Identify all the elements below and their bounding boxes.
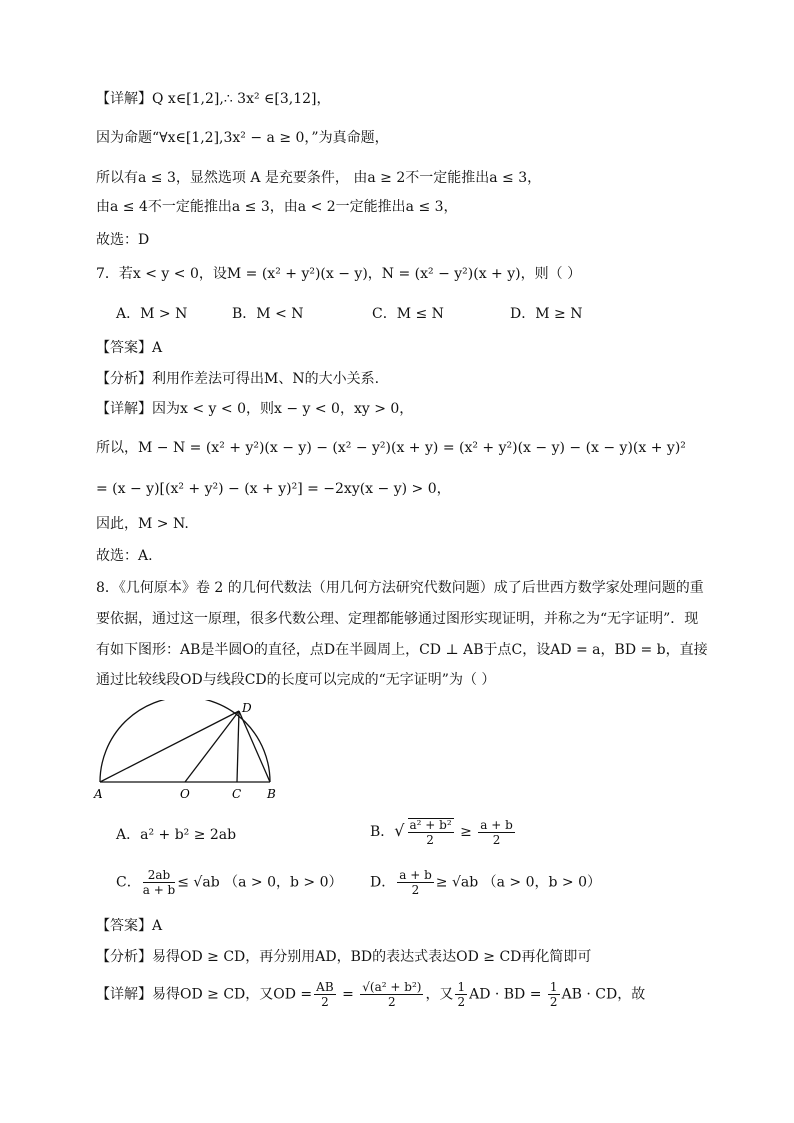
od-fraction-2 [360, 981, 423, 1008]
half-fraction-1-denominator: 2 [457, 995, 466, 1009]
od-fraction-2-denominator: 2 [388, 995, 396, 1009]
option-d-denominator: 2 [411, 883, 420, 897]
question-8-option-b: B．√ $\frac{\text{a² + b²}}{2}$ ≥ $\frac{a + b}{2}$ [370, 817, 513, 847]
option-b-denominator: 2 [426, 833, 434, 847]
question-8-paragraph-4: 通过比较线段OD与线段CD的长度可以完成的“无字证明”为（ ） [96, 672, 496, 688]
half-fraction-1-numerator: 1 [457, 980, 466, 994]
label-d: D [242, 701, 252, 715]
semicircle-figure [92, 700, 292, 804]
half-fraction-2 [548, 981, 560, 1008]
area-term-1: AD · BD = [469, 986, 542, 1003]
detail-line-3: 所以有a ≤ 3，显然选项 A 是充要条件， 由a ≥ 2不一定能推出a ≤ 3， [96, 170, 542, 186]
od-fraction-2-numerator: √(a² + b²) [362, 980, 422, 994]
question-8-paragraph-1: 8．《几何原本》卷 2 的几何代数法（用几何方法研究代数问题）成了后世西方数学家处理问题的重 [96, 580, 704, 596]
question-7-option-b: B．M < N [232, 306, 304, 322]
question-8-option-d [370, 869, 601, 896]
detail-line-2: 因为命题“∀x∈[1,2],3x² − a ≥ 0，”为真命题， [96, 130, 389, 146]
question-7-option-d: D．M ≥ N [510, 306, 583, 322]
option-d-rest: ≥ √ab （a > 0，b > 0） [435, 874, 602, 891]
od-fraction-1 [314, 981, 335, 1008]
question-7-step-1: 所以，M − N = (x² + y²)(x − y) − (x² − y²)(x + y) = (x² + y²)(x − y) − (x − y)(x + y)² [96, 440, 686, 456]
label-b: B [267, 787, 276, 801]
option-d-prefix: D． [370, 874, 396, 891]
question-7-choice: 故选：A. [96, 548, 153, 564]
option-b-fraction [478, 819, 515, 846]
od-fraction-1-numerator: AB [316, 980, 334, 994]
half-fraction-2-denominator: 2 [549, 995, 558, 1009]
question-8-option-a: A．a² + b² ≥ 2ab [116, 827, 237, 843]
option-d-fraction [397, 869, 434, 896]
question-7-option-a: A．M > N [116, 306, 188, 322]
segment-bd [239, 711, 270, 782]
half-fraction-1 [455, 981, 467, 1008]
question-7-stem: 7．若x < y < 0，设M = (x² + y²)(x − y)，N = (x² − y²)(x + y)，则（ ） [96, 266, 582, 282]
radical-sign: √ [394, 821, 405, 840]
label-c: C [232, 787, 242, 801]
option-b-numerator-2: a + b [480, 817, 513, 832]
option-b-sqrt-fraction [407, 818, 454, 846]
segment-cd [237, 711, 239, 782]
option-c-denominator: a + b [142, 883, 176, 897]
question-8-option-c [116, 869, 343, 896]
option-d-numerator: a + b [399, 868, 432, 882]
detail-line-1: 【详解】Q x∈[1,2],∴ 3x² ∈[3,12]， [96, 91, 331, 107]
question-8-analysis: 【分析】易得OD ≥ CD，再分别用AD，BD的表达式表达OD ≥ CD再化简即可 [96, 949, 592, 965]
half-fraction-2-numerator: 1 [549, 980, 558, 994]
question-7-option-c: C．M ≤ N [372, 306, 444, 322]
detail-middle: ，又 [425, 986, 454, 1003]
label-o: O [180, 787, 190, 801]
question-8-answer: 【答案】A [96, 918, 163, 934]
option-b-radicand: a² + b² [409, 818, 452, 832]
detail-line-4: 由a ≤ 4不一定能推出a ≤ 3，由a < 2一定能推出a ≤ 3， [96, 199, 458, 215]
label-a: A [94, 787, 103, 801]
question-7-answer: 【答案】A [96, 340, 163, 356]
option-c-fraction [143, 869, 176, 896]
od-fraction-1-denominator: 2 [321, 995, 329, 1009]
option-b-denominator-2: 2 [492, 832, 501, 847]
question-8-paragraph-2: 要依据，通过这一原理，很多代数公理、定理都能够通过图形实现证明，并称之为“无字证明”．现 [96, 611, 699, 627]
option-b-prefix: B． [370, 824, 395, 840]
segment-od [185, 711, 239, 782]
option-c-rest: ≤ √ab （a > 0，b > 0） [177, 874, 343, 891]
question-7-analysis: 【分析】利用作差法可得出M、N的大小关系. [96, 371, 380, 387]
detail-answer-choice: 故选：D [96, 232, 150, 248]
question-8-detail: 【详解】易得OD ≥ CD，又OD = $\frac{AB}{2}$ = $\frac{\text{√(a² + b²)}}{2}$ ，又 $\frac{1}{2}$ AD · BD = $\frac{1}{2}$ AB · CD，故 [96, 980, 646, 1009]
question-7-step-2: = (x − y)[(x² + y²) − (x + y)²] = −2xy(x − y) > 0， [96, 481, 451, 497]
question-7-conclusion: 因此，M > N. [96, 516, 189, 532]
question-7-detail: 【详解】因为x < y < 0，则x − y < 0，xy > 0， [96, 401, 414, 417]
area-term-2: AB · CD，故 [561, 986, 646, 1003]
detail-prefix: 【详解】易得OD ≥ CD，又OD = [96, 986, 313, 1003]
option-c-numerator: 2ab [143, 869, 176, 883]
option-c-prefix: C． [116, 874, 141, 891]
question-8-paragraph-3: 有如下图形：AB是半圆O的直径，点D在半圆周上，CD ⊥ AB于点C，设AD = a，BD = b，直接 [96, 642, 708, 658]
segment-ad [100, 711, 239, 782]
